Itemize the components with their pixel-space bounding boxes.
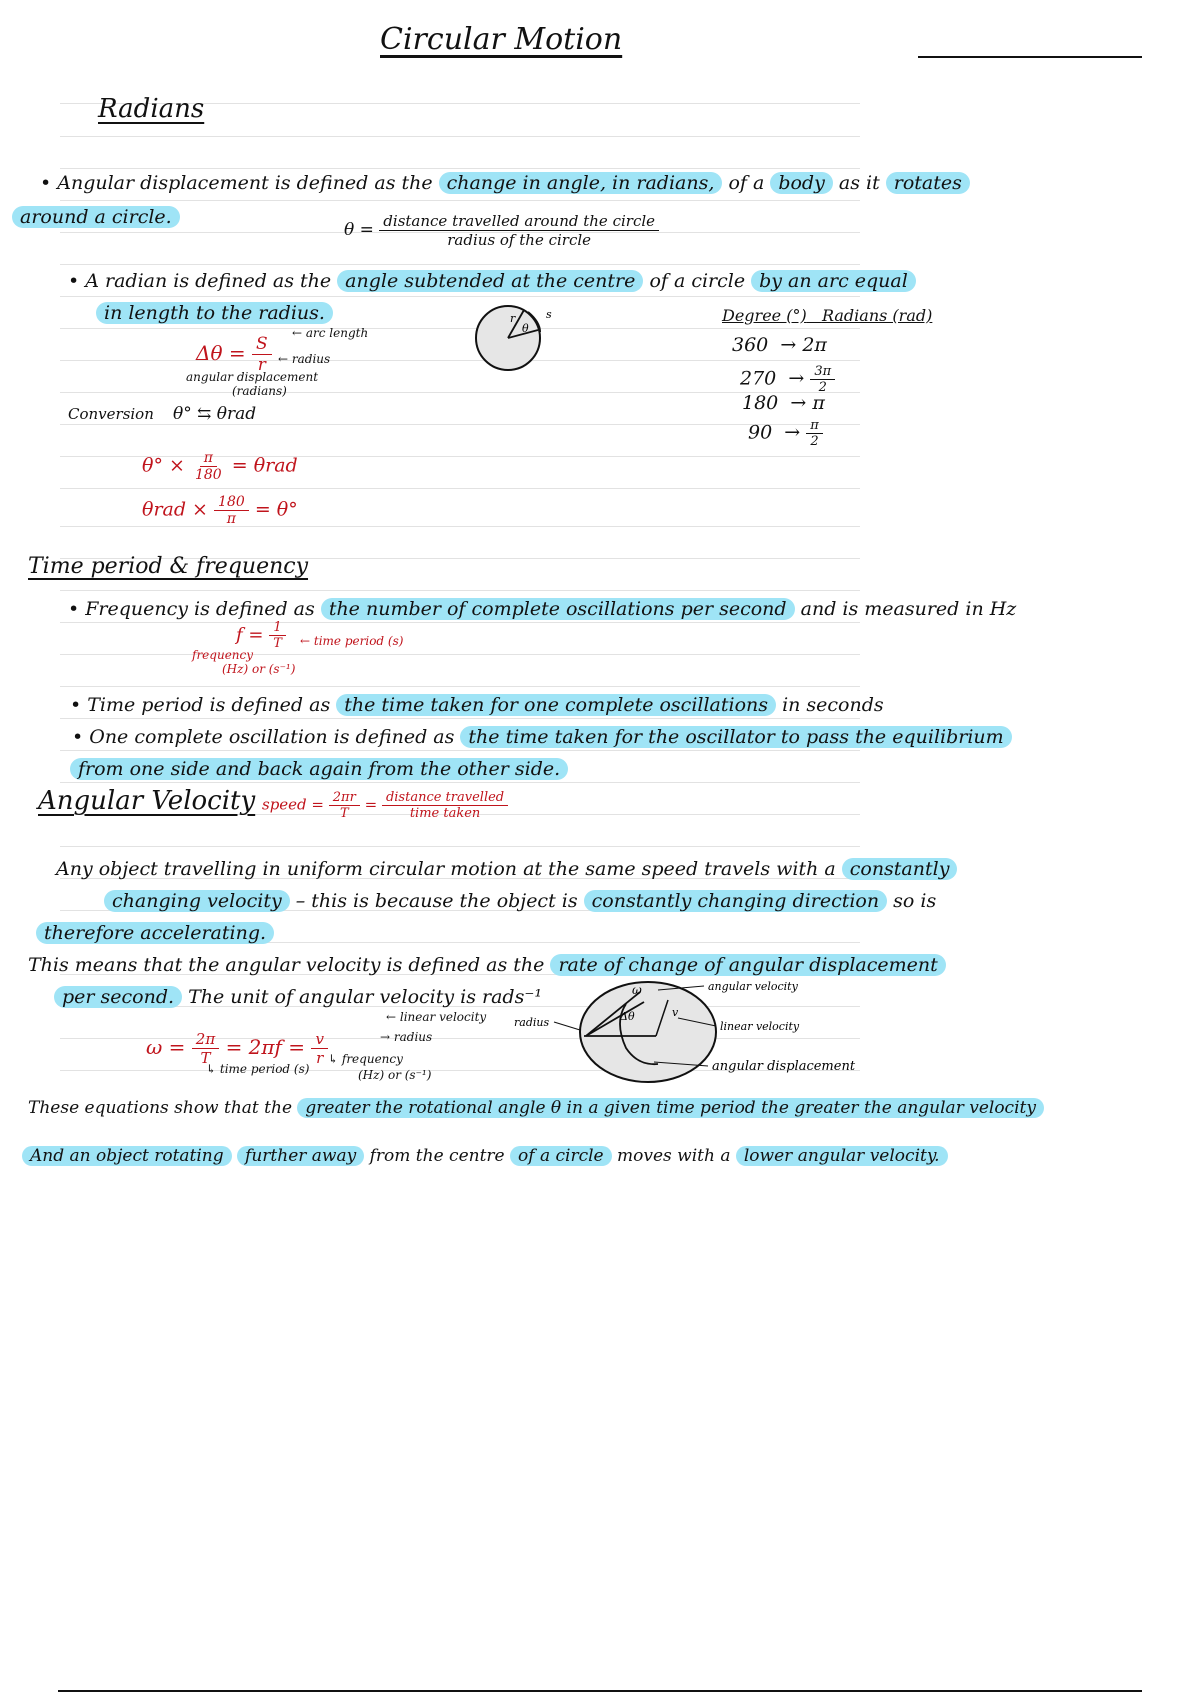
text-span: These equations show that the bbox=[28, 1098, 292, 1118]
text-span: so is bbox=[893, 890, 937, 912]
label-angular-displacement bbox=[186, 370, 318, 384]
label-linear-velocity: ← linear velocity bbox=[386, 1010, 487, 1024]
para-angular-velocity-definition bbox=[28, 954, 946, 976]
formula-mid: = 2πf = bbox=[225, 1035, 306, 1059]
label-r: r bbox=[510, 312, 516, 325]
radian-diagram bbox=[470, 302, 570, 382]
label-text: time period bbox=[219, 1062, 291, 1076]
highlight: per second. bbox=[54, 986, 182, 1008]
label-radius: ← radius bbox=[278, 352, 331, 366]
highlight: from one side and back again from the other side. bbox=[70, 758, 568, 780]
highlight: by an arc equal bbox=[751, 270, 916, 292]
highlight: change in angle, in radians, bbox=[439, 172, 723, 194]
ruled-line bbox=[60, 488, 860, 489]
table-col-degree: Degree (°) bbox=[722, 306, 807, 325]
text-span: Any object travelling in uniform circular motion at the same speed travels with a bbox=[56, 858, 836, 880]
highlight: changing velocity bbox=[104, 890, 290, 912]
label-angular-displacement-diagram: angular displacement bbox=[712, 1059, 856, 1074]
ruled-line bbox=[60, 782, 860, 783]
angular-velocity-heading: Angular Velocity bbox=[38, 786, 256, 816]
cell-radians: π bbox=[812, 392, 825, 414]
label-text: arc length bbox=[305, 326, 369, 340]
formula-numerator: S bbox=[252, 334, 272, 355]
bullet-radian-definition-cont bbox=[96, 302, 333, 324]
highlight: greater the rotational angle θ in a given time period the greater the angular velocity bbox=[297, 1098, 1044, 1118]
ruled-line bbox=[60, 136, 860, 137]
cell-arrow: → bbox=[784, 421, 801, 444]
text-span: • A radian is defined as the bbox=[68, 270, 332, 292]
text-span: in seconds bbox=[782, 694, 884, 716]
label-text: frequency bbox=[341, 1052, 403, 1066]
label-text: radius bbox=[393, 1030, 433, 1044]
highlight: constantly bbox=[842, 858, 958, 880]
label-angular-velocity-diagram: angular velocity bbox=[708, 980, 798, 993]
text-span: of a circle bbox=[649, 270, 746, 292]
frequency-formula bbox=[236, 620, 286, 651]
label-omega-time-period: ↳ time period (s) bbox=[206, 1062, 310, 1076]
formula-numerator: distance travelled around the circle bbox=[379, 212, 659, 231]
formula-lhs: θ = bbox=[344, 220, 374, 240]
formula-numerator: 2πr bbox=[329, 790, 360, 806]
para-uniform-motion-cont2 bbox=[36, 922, 274, 944]
page-title: Circular Motion bbox=[380, 22, 623, 57]
cell-radians: 2π bbox=[802, 334, 827, 356]
text-span: • Time period is defined as bbox=[70, 694, 331, 716]
label-dtheta: Δθ bbox=[620, 1010, 635, 1023]
formula-lhs: θ° × bbox=[142, 454, 185, 477]
cell-arrow: → bbox=[790, 392, 807, 414]
formula-denominator: π bbox=[226, 511, 236, 527]
arc-formula bbox=[196, 334, 272, 375]
bullet-radian-definition bbox=[68, 270, 916, 292]
label-text: (s) bbox=[293, 1062, 310, 1076]
ruled-line bbox=[60, 622, 860, 623]
text-span: as it bbox=[838, 172, 880, 194]
highlight: in length to the radius. bbox=[96, 302, 333, 324]
cell-radians-den: 2 bbox=[818, 380, 827, 395]
highlight: rate of change of angular displacement bbox=[550, 954, 945, 976]
label-text: (Hz) or (s⁻¹) bbox=[222, 662, 296, 676]
formula-numerator: π bbox=[200, 450, 217, 467]
ruled-line bbox=[60, 296, 860, 297]
bottom-rule bbox=[58, 1690, 1142, 1692]
highlight: the time taken for one complete oscillations bbox=[336, 694, 776, 716]
formula-denominator: radius of the circle bbox=[447, 231, 592, 249]
para-angular-velocity-definition-cont bbox=[54, 986, 542, 1008]
speed-formula bbox=[262, 790, 508, 821]
table-row bbox=[740, 364, 835, 395]
label-text: linear velocity bbox=[399, 1010, 487, 1024]
cell-degree: 180 bbox=[742, 392, 779, 414]
ruled-line bbox=[60, 750, 860, 751]
bullet-complete-oscillation-cont bbox=[70, 758, 568, 780]
para-further-away bbox=[22, 1146, 948, 1166]
text-span: • Angular displacement is defined as the bbox=[40, 172, 433, 194]
formula-denominator: T bbox=[339, 806, 349, 821]
label-s: s bbox=[546, 308, 552, 321]
label-text: frequency bbox=[192, 648, 254, 662]
deg-to-rad-formula bbox=[142, 450, 298, 483]
text-span: moves with a bbox=[617, 1146, 731, 1166]
highlight: the time taken for the oscillator to pass the equilibrium bbox=[460, 726, 1011, 748]
formula-numerator: 2π bbox=[192, 1030, 219, 1049]
formula-numerator: 180 bbox=[214, 494, 249, 511]
cell-radians-num: π bbox=[806, 418, 823, 434]
formula-lhs: ω = bbox=[146, 1035, 186, 1059]
formula-numerator: v bbox=[311, 1030, 327, 1049]
bullet-angular-displacement bbox=[40, 172, 970, 194]
rad-to-deg-formula bbox=[142, 494, 298, 527]
bullet-angular-displacement-cont bbox=[12, 206, 180, 228]
label-v: v bbox=[672, 1006, 679, 1019]
label-radians-unit bbox=[232, 384, 287, 398]
cell-arrow: → bbox=[788, 367, 805, 390]
text-span: – this is because the object is bbox=[295, 890, 578, 912]
highlight: body bbox=[770, 172, 833, 194]
label-frequency bbox=[192, 648, 253, 662]
highlight: lower angular velocity. bbox=[736, 1146, 948, 1166]
ruled-line bbox=[60, 686, 860, 687]
formula-denominator: time taken bbox=[409, 806, 481, 821]
para-uniform-motion bbox=[56, 858, 957, 880]
para-uniform-motion-cont bbox=[104, 890, 936, 912]
bullet-complete-oscillation bbox=[72, 726, 1012, 748]
label-time-period: ← time period (s) bbox=[300, 634, 404, 648]
cell-radians-num: 3π bbox=[810, 364, 835, 380]
table-row bbox=[732, 334, 827, 356]
label-text: (s) bbox=[387, 634, 404, 648]
highlight: further away bbox=[237, 1146, 364, 1166]
formula-lhs: speed = bbox=[262, 795, 324, 814]
formula-numerator: 1 bbox=[269, 620, 285, 636]
formula-rhs: = θ° bbox=[254, 498, 298, 521]
label-radius-diagram: radius bbox=[514, 1016, 550, 1029]
ruled-line bbox=[60, 168, 860, 169]
text-span: of a bbox=[728, 172, 765, 194]
label-theta: θ bbox=[522, 322, 529, 335]
label-linear-velocity-diagram: linear velocity bbox=[720, 1020, 800, 1033]
formula-eq: = bbox=[364, 795, 378, 814]
highlight: therefore accelerating. bbox=[36, 922, 274, 944]
label-text: angular displacement bbox=[186, 370, 319, 384]
theta-formula bbox=[344, 212, 659, 249]
name-line bbox=[918, 56, 1142, 58]
bullet-time-period bbox=[70, 694, 884, 716]
ellipse-shape bbox=[580, 982, 716, 1082]
cell-radians-den: 2 bbox=[810, 434, 819, 449]
text-span: The unit of angular velocity is rads⁻¹ bbox=[188, 986, 542, 1008]
ruled-line bbox=[60, 264, 860, 265]
highlight: rotates bbox=[886, 172, 970, 194]
highlight: And an object rotating bbox=[22, 1146, 232, 1166]
cell-degree: 90 bbox=[748, 421, 773, 444]
formula-lhs: θrad × bbox=[142, 498, 208, 521]
formula-denominator: r bbox=[316, 1049, 324, 1067]
label-text: (Hz) or (s⁻¹) bbox=[358, 1068, 432, 1082]
formula-denominator: T bbox=[200, 1049, 211, 1067]
para-equations-show bbox=[28, 1098, 1044, 1118]
conversion-expr: θ° ⇆ θrad bbox=[172, 404, 257, 424]
time-period-heading: Time period & frequency bbox=[28, 554, 309, 579]
table-header bbox=[722, 306, 932, 325]
ruled-line bbox=[60, 360, 860, 361]
label-omega-frequency: ↳ frequency bbox=[328, 1052, 403, 1066]
highlight: of a circle bbox=[510, 1146, 612, 1166]
formula-lhs: Δθ = bbox=[196, 341, 246, 365]
cell-arrow: → bbox=[780, 334, 797, 356]
cell-degree: 360 bbox=[732, 334, 769, 356]
label-frequency-unit bbox=[222, 662, 295, 676]
text-span: • One complete oscillation is defined as bbox=[72, 726, 455, 748]
highlight: the number of complete oscillations per second bbox=[321, 598, 795, 620]
ruled-line bbox=[60, 846, 860, 847]
label-omega-frequency-unit bbox=[358, 1068, 431, 1082]
label-omega-diagram: ω bbox=[632, 983, 642, 997]
text-span: • Frequency is defined as bbox=[68, 598, 315, 620]
angular-velocity-diagram bbox=[508, 976, 888, 1090]
text-span: This means that the angular velocity is defined as the bbox=[28, 954, 545, 976]
formula-rhs: = θrad bbox=[231, 454, 298, 477]
ruled-line bbox=[60, 328, 860, 329]
label-omega-radius: → radius bbox=[380, 1030, 433, 1044]
ruled-line bbox=[60, 424, 860, 425]
highlight: angle subtended at the centre bbox=[337, 270, 643, 292]
formula-numerator: distance travelled bbox=[382, 790, 508, 806]
conversion-label: Conversion bbox=[68, 405, 154, 423]
label-text: time period bbox=[313, 634, 385, 648]
bullet-frequency bbox=[68, 598, 1016, 620]
table-row bbox=[748, 418, 823, 449]
formula-denominator: r bbox=[257, 355, 266, 375]
text-span: from the centre bbox=[369, 1146, 505, 1166]
formula-lhs: f = bbox=[236, 624, 264, 646]
label-text: radius bbox=[291, 352, 331, 366]
highlight: around a circle. bbox=[12, 206, 180, 228]
label-text: (radians) bbox=[232, 384, 287, 398]
label-arc-length: ← arc length bbox=[292, 326, 369, 340]
highlight: constantly changing direction bbox=[584, 890, 887, 912]
table-col-radians: Radians (rad) bbox=[821, 306, 933, 325]
cell-degree: 270 bbox=[740, 367, 777, 390]
pointer-line bbox=[554, 1022, 580, 1030]
text-span: and is measured in Hz bbox=[800, 598, 1017, 620]
formula-denominator: 180 bbox=[194, 467, 222, 483]
ruled-line bbox=[60, 718, 860, 719]
conversion-row bbox=[68, 404, 256, 424]
radians-heading: Radians bbox=[98, 94, 205, 124]
ruled-line bbox=[60, 590, 860, 591]
formula-denominator: T bbox=[273, 636, 282, 651]
ruled-line bbox=[60, 200, 860, 201]
table-row bbox=[742, 392, 825, 414]
ruled-line bbox=[60, 654, 860, 655]
